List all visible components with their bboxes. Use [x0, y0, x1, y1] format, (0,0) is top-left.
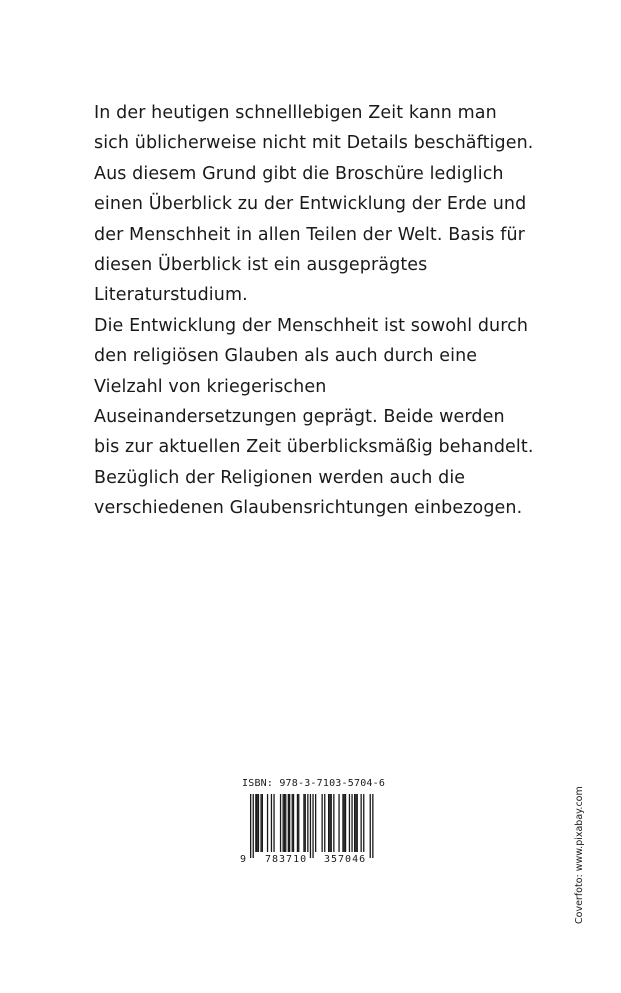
back-cover-blurb [94, 98, 594, 524]
barcode-bar [258, 794, 259, 852]
barcode-guard-bar [250, 794, 251, 858]
barcode-bar [273, 794, 274, 852]
barcode-guard-bar [253, 794, 254, 858]
barcode-bar [351, 794, 352, 852]
barcode-bar [331, 794, 332, 852]
barcode-bar [298, 794, 299, 852]
blurb-line: den religiösen Glauben als auch durch eine [94, 346, 478, 367]
barcode-bar [333, 794, 334, 852]
blurb-line: bis zur aktuellen Zeit überblicksmäßig behandelt. [94, 437, 534, 458]
barcode-bar [284, 794, 285, 852]
blurb-line: der Menschheit in allen Teilen der Welt. Basis für [94, 224, 525, 245]
barcode-bar [305, 794, 306, 852]
barcode-bar [361, 794, 362, 852]
barcode-bar [329, 794, 330, 852]
barcode-bar [262, 794, 263, 852]
barcode-first-digit: 9 [240, 854, 247, 865]
barcode-bar [283, 794, 284, 852]
barcode-bar [289, 794, 290, 852]
barcode-bar [342, 794, 343, 852]
barcode-bar [285, 794, 286, 852]
barcode-bar [297, 794, 298, 852]
blurb-line: einen Überblick zu der Entwicklung der Erde und [94, 194, 527, 215]
blurb-line: diesen Überblick ist ein ausgeprägtes [94, 255, 428, 276]
barcode-bar [354, 794, 355, 852]
barcode-bar [357, 794, 358, 852]
cover-photo-credit: Coverfoto: www.pixabay.com [574, 786, 585, 924]
barcode-bar [349, 794, 350, 852]
barcode-bar [303, 794, 304, 852]
barcode-bar [328, 794, 329, 852]
barcode-bar [292, 794, 293, 852]
blurb-line: Literaturstudium. [94, 285, 248, 306]
barcode-bar [315, 794, 316, 852]
barcode-guard-bar [372, 794, 373, 858]
blurb-line: Vielzahl von kriegerischen [94, 376, 327, 397]
barcode-bar [307, 794, 308, 852]
barcode-bars [250, 794, 374, 858]
blurb-line: In der heutigen schnelllebigen Zeit kann man [94, 103, 497, 123]
isbn-barcode [238, 778, 386, 870]
barcode-bar [322, 794, 323, 852]
barcode-bar [267, 794, 268, 852]
barcode-guard-bar [312, 794, 313, 858]
barcode-bar [257, 794, 258, 852]
blurb-line: verschiedenen Glaubensrichtungen einbezogen. [94, 498, 523, 519]
barcode-bar [338, 794, 339, 852]
blurb-line: Bezüglich der Religionen werden auch die [94, 467, 466, 488]
barcode-bar [271, 794, 272, 852]
barcode-bar [324, 794, 325, 852]
barcode-bar [344, 794, 345, 852]
barcode-bar [255, 794, 256, 852]
isbn-label: ISBN: 978-3-7103-5704-6 [242, 778, 386, 789]
blurb-line: Die Entwicklung der Menschheit ist sowohl durch [94, 315, 529, 336]
barcode-right-digits: 357046 [324, 854, 367, 865]
blurb-line: sich üblicherweise nicht mit Details beschäftigen. [94, 133, 534, 154]
barcode-bar [355, 794, 356, 852]
barcode-guard-bar [370, 794, 371, 858]
blurb-line: Aus diesem Grund gibt die Broschüre lediglich [94, 163, 504, 184]
barcode-bar [345, 794, 346, 852]
barcode-left-digits: 783710 [265, 854, 308, 865]
barcode-bar [260, 794, 261, 852]
barcode-guard-bar [310, 794, 311, 858]
barcode-bar [288, 794, 289, 852]
blurb-line: Auseinandersetzungen geprägt. Beide werden [94, 407, 505, 428]
barcode-bar [280, 794, 281, 852]
barcode-bar [293, 794, 294, 852]
barcode-bar [363, 794, 364, 852]
barcode-graphic [238, 792, 386, 868]
